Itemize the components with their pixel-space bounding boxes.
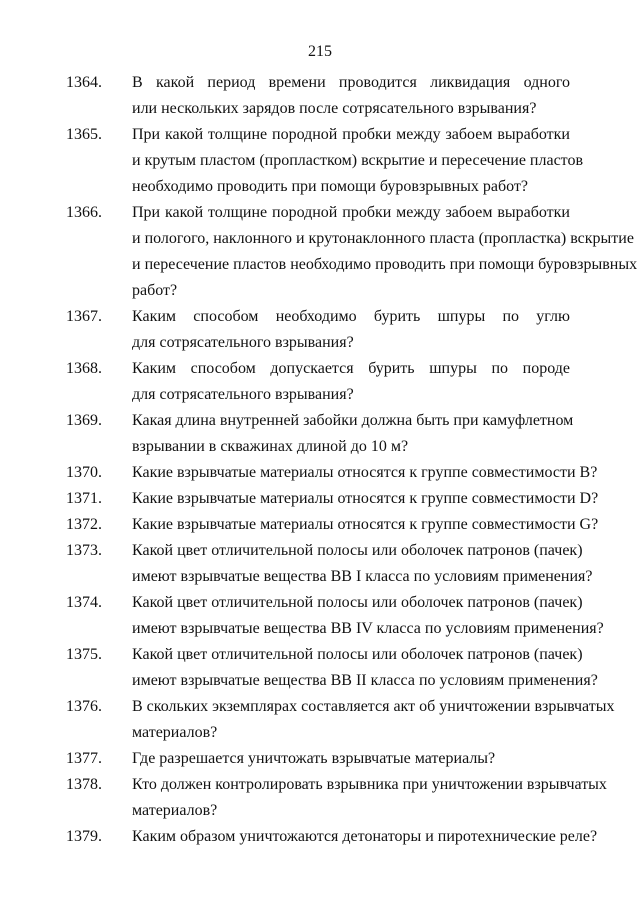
question-item <box>66 746 570 772</box>
question-number: 1374. <box>66 594 102 611</box>
question-number: 1369. <box>66 412 102 429</box>
question-line: взрывании в скважинах длиной до 10 м? <box>132 438 409 455</box>
question-line: необходимо проводить при помощи буровзрывных работ? <box>132 178 529 195</box>
question-line: и крутым пластом (пропластком) вскрытие и пересечение пластов <box>132 152 584 169</box>
question-line: материалов? <box>132 802 218 819</box>
question-line: При какой толщине породной пробки между забоем выработки <box>132 126 570 143</box>
question-number: 1375. <box>66 646 102 663</box>
question-number: 1377. <box>66 750 102 767</box>
question-text <box>132 746 570 772</box>
question-text <box>132 200 638 304</box>
question-item <box>66 200 638 304</box>
question-text <box>132 590 604 642</box>
question-number: 1379. <box>66 828 102 845</box>
question-item <box>66 642 598 694</box>
question-item <box>66 460 598 486</box>
question-number: 1367. <box>66 308 102 325</box>
question-list <box>66 70 638 850</box>
question-item <box>66 486 599 512</box>
question-line: Какие взрывчатые материалы относятся к группе совместимости D? <box>132 490 599 507</box>
question-line: Кто должен контролировать взрывника при уничтожении взрывчатых <box>132 776 607 793</box>
question-text <box>132 408 574 460</box>
question-line: Каким образом уничтожаются детонаторы и пиротехнические реле? <box>132 828 598 845</box>
question-number: 1366. <box>66 204 102 221</box>
question-line: работ? <box>132 282 178 299</box>
question-line: имеют взрывчатые вещества ВВ I класса по условиям применения? <box>132 568 593 585</box>
question-line: для сотрясательного взрывания? <box>132 334 354 351</box>
question-item <box>66 70 570 122</box>
question-item <box>66 772 607 824</box>
question-text <box>132 824 598 850</box>
question-text <box>132 122 584 200</box>
question-line: имеют взрывчатые вещества ВВ IV класса по условиям применения? <box>132 620 604 637</box>
question-line: Какой цвет отличительной полосы или оболочек патронов (пачек) <box>132 646 583 663</box>
question-number: 1376. <box>66 698 102 715</box>
question-number: 1373. <box>66 542 102 559</box>
question-item <box>66 356 570 408</box>
question-text <box>132 694 615 746</box>
question-text <box>132 356 570 408</box>
question-line: Каким способом необходимо бурить шпуры по углю <box>132 308 570 325</box>
question-text <box>132 70 570 122</box>
question-number: 1372. <box>66 516 102 533</box>
question-number: 1370. <box>66 464 102 481</box>
question-text <box>132 772 607 824</box>
question-item <box>66 512 599 538</box>
question-line: Где разрешается уничтожать взрывчатые материалы? <box>132 750 496 767</box>
question-item <box>66 408 574 460</box>
question-text <box>132 460 598 486</box>
question-line: материалов? <box>132 724 218 741</box>
question-line: В скольких экземплярах составляется акт об уничтожении взрывчатых <box>132 698 615 715</box>
question-line: В какой период времени проводится ликвидация одного <box>132 74 570 91</box>
question-number: 1364. <box>66 74 102 91</box>
question-text <box>132 486 599 512</box>
question-line: Какой цвет отличительной полосы или оболочек патронов (пачек) <box>132 594 583 611</box>
question-line: для сотрясательного взрывания? <box>132 386 354 403</box>
question-item <box>66 824 598 850</box>
question-line: Каким способом допускается бурить шпуры по породе <box>132 360 570 377</box>
question-line: имеют взрывчатые вещества ВВ II класса по условиям применения? <box>132 672 598 689</box>
question-item <box>66 304 570 356</box>
question-line: и пологого, наклонного и крутонаклонного пласта (пропластка) вскрытие <box>132 230 634 247</box>
question-number: 1368. <box>66 360 102 377</box>
question-text <box>132 304 570 356</box>
question-line: Какие взрывчатые материалы относятся к группе совместимости G? <box>132 516 599 533</box>
question-line: или нескольких зарядов после сотрясательного взрывания? <box>132 100 537 117</box>
question-item <box>66 694 615 746</box>
question-line: При какой толщине породной пробки между забоем выработки <box>132 204 570 221</box>
question-text <box>132 512 599 538</box>
question-number: 1365. <box>66 126 102 143</box>
question-item <box>66 538 593 590</box>
question-item <box>66 590 604 642</box>
question-line: Какая длина внутренней забойки должна быть при камуфлетном <box>132 412 574 429</box>
question-line: Какие взрывчатые материалы относятся к группе совместимости В? <box>132 464 598 481</box>
question-line: и пересечение пластов необходимо проводить при помощи буровзрывных <box>132 256 638 273</box>
question-text <box>132 642 598 694</box>
question-number: 1371. <box>66 490 102 507</box>
question-item <box>66 122 584 200</box>
question-line: Какой цвет отличительной полосы или оболочек патронов (пачек) <box>132 542 583 559</box>
page-number: 215 <box>308 43 332 60</box>
question-number: 1378. <box>66 776 102 793</box>
question-text <box>132 538 593 590</box>
